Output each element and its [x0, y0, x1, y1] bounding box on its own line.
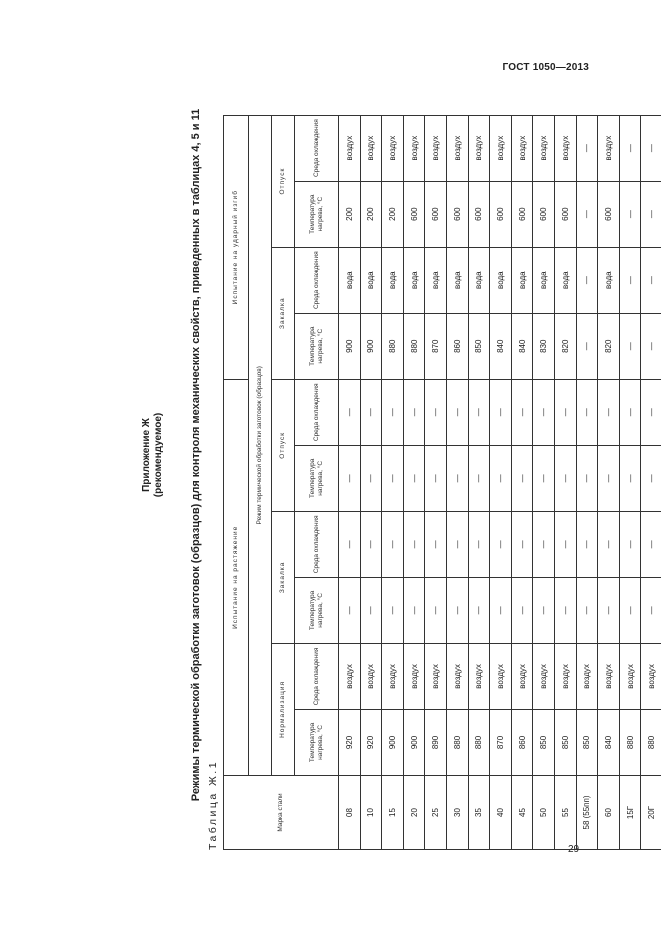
- norm-medium-cell: воздух: [403, 643, 425, 709]
- tensile-quenching-header: Закалка: [272, 511, 295, 643]
- tt-temp-cell: —: [619, 445, 641, 511]
- grade-cell: 30: [446, 775, 468, 849]
- table-row: [554, 112, 576, 850]
- it-medium-cell: воздух: [468, 115, 490, 181]
- iq-temp-cell: 900: [339, 313, 361, 379]
- iq-temp-cell: 840: [511, 313, 533, 379]
- grade-cell: 25: [425, 775, 447, 849]
- table-row: [468, 112, 490, 850]
- iq-temp-header: Температура нагрева, °С: [295, 313, 339, 379]
- appendix-heading: [141, 60, 165, 850]
- tq-temp-cell: —: [403, 577, 425, 643]
- norm-temp-cell: 850: [576, 709, 598, 775]
- tq-medium-cell: —: [490, 511, 512, 577]
- norm-medium-cell: воздух: [339, 643, 361, 709]
- grade-cell: 15: [382, 775, 404, 849]
- tt-temp-cell: —: [468, 445, 490, 511]
- tq-medium-cell: —: [446, 511, 468, 577]
- tq-temp-cell: —: [641, 577, 661, 643]
- header-row-1: [224, 112, 249, 850]
- it-medium-header: Среда охлаждения: [295, 115, 339, 181]
- tq-temp-cell: —: [446, 577, 468, 643]
- tq-temp-cell: —: [382, 577, 404, 643]
- norm-medium-cell: воздух: [511, 643, 533, 709]
- it-temp-cell: 600: [554, 181, 576, 247]
- iq-medium-cell: вода: [360, 247, 382, 313]
- it-temp-cell: —: [619, 181, 641, 247]
- impact-tempering-header: Отпуск: [272, 115, 295, 247]
- norm-medium-cell: воздух: [490, 643, 512, 709]
- grade-cell: 45: [511, 775, 533, 849]
- tq-medium-cell: —: [382, 511, 404, 577]
- grade-header: Марка стали: [224, 775, 339, 849]
- tt-medium-cell: —: [533, 379, 555, 445]
- table-title: Режимы термической обработки заготовок (образцов) для контроля механических свойств, приведенных в таблицах 4, 5 и 11: [190, 108, 202, 802]
- norm-medium-cell: воздух: [619, 643, 641, 709]
- table-body: [339, 112, 661, 850]
- header-row-2: [249, 112, 272, 850]
- grade-cell: 10: [360, 775, 382, 849]
- tt-temp-cell: —: [511, 445, 533, 511]
- tt-medium-cell: —: [339, 379, 361, 445]
- norm-medium-cell: воздух: [533, 643, 555, 709]
- header-row-4: [295, 112, 339, 850]
- tt-medium-cell: —: [490, 379, 512, 445]
- iq-medium-cell: вода: [533, 247, 555, 313]
- norm-medium-cell: воздух: [360, 643, 382, 709]
- tt-temp-cell: —: [403, 445, 425, 511]
- it-medium-cell: воздух: [382, 115, 404, 181]
- iq-medium-cell: вода: [598, 247, 620, 313]
- iq-medium-cell: вода: [511, 247, 533, 313]
- iq-temp-cell: 880: [382, 313, 404, 379]
- norm-temp-cell: 850: [554, 709, 576, 775]
- grade-cell: 35: [468, 775, 490, 849]
- it-medium-cell: воздух: [490, 115, 512, 181]
- impact-quenching-header: Закалка: [272, 247, 295, 379]
- table-row: [382, 112, 404, 850]
- iq-medium-cell: вода: [403, 247, 425, 313]
- iq-temp-cell: 850: [468, 313, 490, 379]
- iq-medium-cell: —: [641, 247, 661, 313]
- norm-medium-cell: воздух: [425, 643, 447, 709]
- grade-cell: 20: [403, 775, 425, 849]
- norm-medium-cell: воздух: [641, 643, 661, 709]
- tq-medium-cell: —: [511, 511, 533, 577]
- tt-medium-cell: —: [425, 379, 447, 445]
- tq-medium-cell: —: [598, 511, 620, 577]
- tq-medium-header: Среда охлаждения: [295, 511, 339, 577]
- it-temp-cell: 600: [490, 181, 512, 247]
- tq-temp-cell: —: [533, 577, 555, 643]
- norm-medium-cell: воздух: [446, 643, 468, 709]
- iq-temp-cell: 830: [533, 313, 555, 379]
- tt-temp-cell: —: [533, 445, 555, 511]
- table-row: [619, 112, 641, 850]
- norm-temp-cell: 840: [598, 709, 620, 775]
- iq-medium-cell: —: [619, 247, 641, 313]
- tq-temp-cell: —: [468, 577, 490, 643]
- it-temp-cell: 600: [425, 181, 447, 247]
- tq-medium-cell: —: [533, 511, 555, 577]
- norm-temp-cell: 860: [511, 709, 533, 775]
- tq-temp-cell: —: [619, 577, 641, 643]
- tt-medium-cell: —: [382, 379, 404, 445]
- norm-temp-cell: 850: [533, 709, 555, 775]
- it-medium-cell: воздух: [403, 115, 425, 181]
- it-temp-cell: —: [576, 181, 598, 247]
- table-row: [360, 112, 382, 850]
- tt-temp-cell: —: [382, 445, 404, 511]
- appendix-subtitle: (рекомендуемое): [153, 412, 164, 498]
- tt-temp-cell: —: [554, 445, 576, 511]
- tq-temp-cell: —: [576, 577, 598, 643]
- tt-medium-cell: —: [403, 379, 425, 445]
- tq-medium-cell: —: [554, 511, 576, 577]
- heat-mode-header: Режим термической обработки заготовок (образцов): [249, 115, 272, 775]
- table-row: [641, 112, 661, 850]
- grade-cell: 15Г: [619, 775, 641, 849]
- tt-temp-cell: —: [425, 445, 447, 511]
- tq-temp-cell: —: [360, 577, 382, 643]
- iq-medium-cell: вода: [554, 247, 576, 313]
- tt-medium-cell: —: [468, 379, 490, 445]
- norm-medium-cell: воздух: [382, 643, 404, 709]
- norm-medium-cell: воздух: [554, 643, 576, 709]
- tt-medium-cell: —: [641, 379, 661, 445]
- it-temp-cell: 200: [382, 181, 404, 247]
- iq-temp-cell: 820: [554, 313, 576, 379]
- tq-temp-cell: —: [511, 577, 533, 643]
- it-temp-cell: 600: [403, 181, 425, 247]
- tensile-test-header: Испытание на растяжение: [224, 379, 249, 775]
- table-row: [339, 112, 361, 850]
- it-temp-header: Температура нагрева, °С: [295, 181, 339, 247]
- it-temp-cell: —: [641, 181, 661, 247]
- iq-temp-cell: 820: [598, 313, 620, 379]
- grade-cell: 55: [554, 775, 576, 849]
- tq-medium-cell: —: [641, 511, 661, 577]
- table-row: [490, 112, 512, 850]
- tt-temp-cell: —: [360, 445, 382, 511]
- table-row: [598, 112, 620, 850]
- iq-medium-cell: вода: [468, 247, 490, 313]
- tq-temp-cell: —: [490, 577, 512, 643]
- norm-temp-cell: 890: [425, 709, 447, 775]
- normalization-header: Нормализация: [272, 643, 295, 775]
- it-temp-cell: 600: [598, 181, 620, 247]
- iq-medium-cell: вода: [490, 247, 512, 313]
- iq-temp-cell: 840: [490, 313, 512, 379]
- it-medium-cell: —: [619, 115, 641, 181]
- it-medium-cell: воздух: [425, 115, 447, 181]
- norm-medium-cell: воздух: [468, 643, 490, 709]
- tt-medium-cell: —: [511, 379, 533, 445]
- norm-temp-cell: 920: [360, 709, 382, 775]
- tq-medium-cell: —: [339, 511, 361, 577]
- tt-medium-cell: —: [619, 379, 641, 445]
- norm-temp-cell: 880: [619, 709, 641, 775]
- tq-medium-cell: —: [468, 511, 490, 577]
- standard-number: ГОСТ 1050—2013: [502, 62, 589, 73]
- tq-temp-cell: —: [554, 577, 576, 643]
- iq-medium-cell: вода: [425, 247, 447, 313]
- iq-temp-cell: —: [641, 313, 661, 379]
- norm-temp-cell: 880: [446, 709, 468, 775]
- table-row: [533, 112, 555, 850]
- table-row: [511, 112, 533, 850]
- tensile-tempering-header: Отпуск: [272, 379, 295, 511]
- norm-temp-cell: 880: [641, 709, 661, 775]
- tq-temp-header: Температура нагрева, °С: [295, 577, 339, 643]
- norm-temp-cell: 900: [403, 709, 425, 775]
- tq-medium-cell: —: [619, 511, 641, 577]
- tq-medium-cell: —: [576, 511, 598, 577]
- appendix-title: Приложение Ж: [141, 418, 152, 492]
- tt-medium-cell: —: [360, 379, 382, 445]
- tt-medium-cell: —: [576, 379, 598, 445]
- tt-temp-cell: —: [641, 445, 661, 511]
- tq-medium-cell: —: [425, 511, 447, 577]
- tt-temp-header: Температура нагрева, °С: [295, 445, 339, 511]
- grade-cell: 08: [339, 775, 361, 849]
- it-medium-cell: воздух: [339, 115, 361, 181]
- it-temp-cell: 600: [511, 181, 533, 247]
- it-temp-cell: 600: [468, 181, 490, 247]
- tt-temp-cell: —: [598, 445, 620, 511]
- tt-medium-cell: —: [446, 379, 468, 445]
- tq-temp-cell: —: [339, 577, 361, 643]
- tt-temp-cell: —: [490, 445, 512, 511]
- it-medium-cell: воздух: [511, 115, 533, 181]
- it-medium-cell: —: [576, 115, 598, 181]
- iq-temp-cell: 900: [360, 313, 382, 379]
- tq-medium-cell: —: [403, 511, 425, 577]
- norm-medium-cell: воздух: [576, 643, 598, 709]
- tq-temp-cell: —: [425, 577, 447, 643]
- tt-temp-cell: —: [446, 445, 468, 511]
- tt-medium-cell: —: [598, 379, 620, 445]
- iq-temp-cell: 860: [446, 313, 468, 379]
- it-temp-cell: 200: [339, 181, 361, 247]
- tt-medium-cell: —: [554, 379, 576, 445]
- it-medium-cell: воздух: [554, 115, 576, 181]
- header-row-3: [272, 112, 295, 850]
- it-medium-cell: воздух: [598, 115, 620, 181]
- grade-cell: 60: [598, 775, 620, 849]
- grade-cell: 20Г: [641, 775, 661, 849]
- norm-medium-header: Среда охлаждения: [295, 643, 339, 709]
- norm-temp-cell: 900: [382, 709, 404, 775]
- it-medium-cell: —: [641, 115, 661, 181]
- iq-medium-header: Среда охлаждения: [295, 247, 339, 313]
- tt-temp-cell: —: [576, 445, 598, 511]
- norm-medium-cell: воздух: [598, 643, 620, 709]
- it-medium-cell: воздух: [446, 115, 468, 181]
- iq-medium-cell: вода: [446, 247, 468, 313]
- norm-temp-header: Температура нагрева, °С: [295, 709, 339, 775]
- page-number: 29: [568, 844, 580, 855]
- it-temp-cell: 600: [446, 181, 468, 247]
- impact-test-header: Испытание на ударный изгиб: [224, 115, 249, 379]
- tt-temp-cell: —: [339, 445, 361, 511]
- table-row: [403, 112, 425, 850]
- tt-medium-header: Среда охлаждения: [295, 379, 339, 445]
- it-medium-cell: воздух: [360, 115, 382, 181]
- table-row: [446, 112, 468, 850]
- table-row: [576, 112, 598, 850]
- norm-temp-cell: 870: [490, 709, 512, 775]
- table-label: Таблица Ж.1: [207, 759, 219, 850]
- norm-temp-cell: 920: [339, 709, 361, 775]
- iq-temp-cell: 870: [425, 313, 447, 379]
- heat-treatment-table: [223, 112, 661, 850]
- tq-temp-cell: —: [598, 577, 620, 643]
- grade-cell: 50: [533, 775, 555, 849]
- iq-temp-cell: 880: [403, 313, 425, 379]
- iq-medium-cell: вода: [339, 247, 361, 313]
- grade-cell: 40: [490, 775, 512, 849]
- norm-temp-cell: 880: [468, 709, 490, 775]
- iq-medium-cell: —: [576, 247, 598, 313]
- it-temp-cell: 200: [360, 181, 382, 247]
- iq-medium-cell: вода: [382, 247, 404, 313]
- iq-temp-cell: —: [576, 313, 598, 379]
- it-medium-cell: воздух: [533, 115, 555, 181]
- it-temp-cell: 600: [533, 181, 555, 247]
- table-row: [425, 112, 447, 850]
- iq-temp-cell: —: [619, 313, 641, 379]
- tq-medium-cell: —: [360, 511, 382, 577]
- grade-cell: 58 (55пп): [576, 775, 598, 849]
